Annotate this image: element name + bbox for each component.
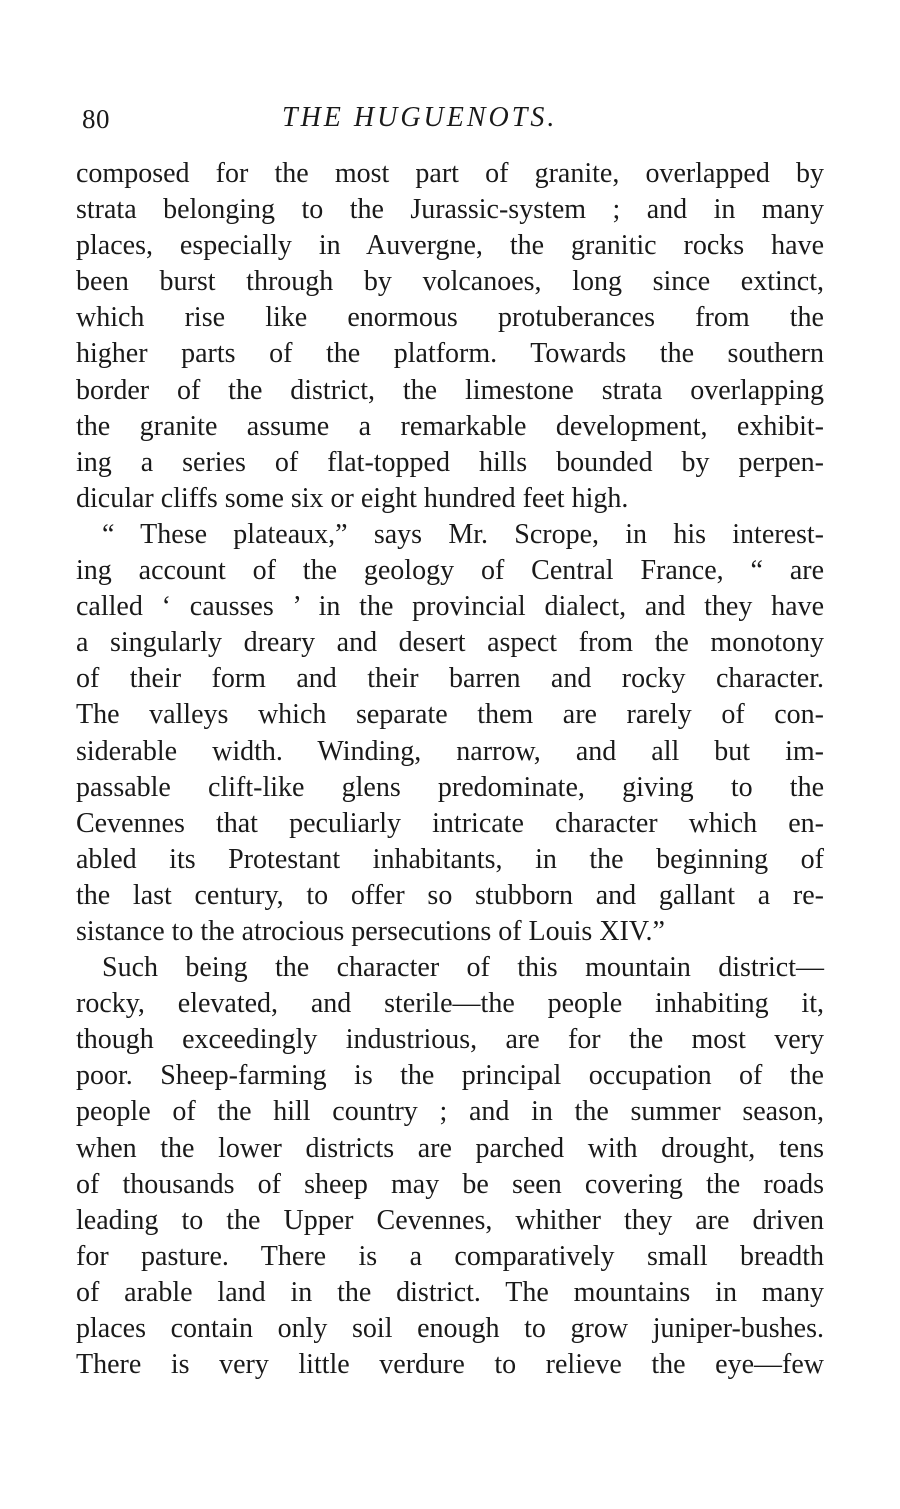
- text-line: ing a series of flat-topped hills bounded by perpen-: [76, 446, 824, 478]
- text-line: which rise like enormous protuberances from the: [76, 302, 824, 334]
- text-line: strata belonging to the Jurassic-system ; and in many: [76, 194, 824, 226]
- text-line: composed for the most part of granite, overlapped by: [76, 158, 824, 189]
- body-text: [76, 156, 824, 1383]
- text-line: a singularly dreary and desert aspect from the monotony: [76, 627, 824, 659]
- text-line: border of the district, the limestone strata overlapping: [76, 374, 824, 406]
- text-line: ing account of the geology of Central France, “ are: [76, 555, 824, 587]
- book-page: [76, 100, 824, 1480]
- paragraph-3: [76, 950, 824, 1383]
- text-line: of thousands of sheep may be seen covering the roads: [76, 1168, 824, 1200]
- running-head: [76, 100, 824, 144]
- text-line: the last century, to offer so stubborn and gallant a re-: [76, 879, 824, 911]
- text-line: when the lower districts are parched with drought, tens: [76, 1132, 824, 1164]
- text-line: been burst through by volcanoes, long since extinct,: [76, 266, 824, 298]
- text-line: for pasture. There is a comparatively small breadth: [76, 1240, 824, 1272]
- text-line: higher parts of the platform. Towards the southern: [76, 338, 824, 370]
- text-line: rocky, elevated, and sterile—the people inhabiting it,: [76, 988, 824, 1020]
- paragraph-1: [76, 156, 824, 517]
- text-line: the granite assume a remarkable development, exhibit-: [76, 410, 824, 442]
- text-line: The valleys which separate them are rarely of con-: [76, 699, 824, 731]
- text-line: sistance to the atrocious persecutions of Louis XIV.”: [76, 915, 665, 947]
- text-line: siderable width. Winding, narrow, and all but im-: [76, 735, 824, 767]
- text-line: leading to the Upper Cevennes, whither they are driven: [76, 1204, 824, 1236]
- text-line: “ These plateaux,” says Mr. Scrope, in his interest-: [102, 518, 824, 550]
- paragraph-2: [76, 517, 824, 950]
- text-line: passable clift-like glens predominate, giving to the: [76, 771, 824, 803]
- text-line: Cevennes that peculiarly intricate character which en-: [76, 807, 824, 839]
- text-line: of their form and their barren and rocky character.: [76, 663, 824, 695]
- page-number: 80: [82, 104, 110, 134]
- text-line: places contain only soil enough to grow juniper-bushes.: [76, 1313, 824, 1344]
- text-line: places, especially in Auvergne, the granitic rocks have: [76, 230, 824, 262]
- text-line: people of the hill country ; and in the summer season,: [76, 1096, 824, 1128]
- text-line: called ‘ causses ’ in the provincial dialect, and they have: [76, 591, 824, 623]
- text-line: poor. Sheep-farming is the principal occupation of the: [76, 1060, 824, 1092]
- text-line: Such being the character of this mountain district—: [102, 952, 824, 984]
- text-line: though exceedingly industrious, are for the most very: [76, 1024, 824, 1056]
- running-title: THE HUGUENOTS.: [282, 102, 558, 133]
- text-line: dicular cliffs some six or eight hundred feet high.: [76, 482, 629, 514]
- text-line: of arable land in the district. The mountains in many: [76, 1276, 824, 1308]
- text-line: abled its Protestant inhabitants, in the beginning of: [76, 843, 824, 875]
- text-line: There is very little verdure to relieve the eye—few: [76, 1349, 824, 1381]
